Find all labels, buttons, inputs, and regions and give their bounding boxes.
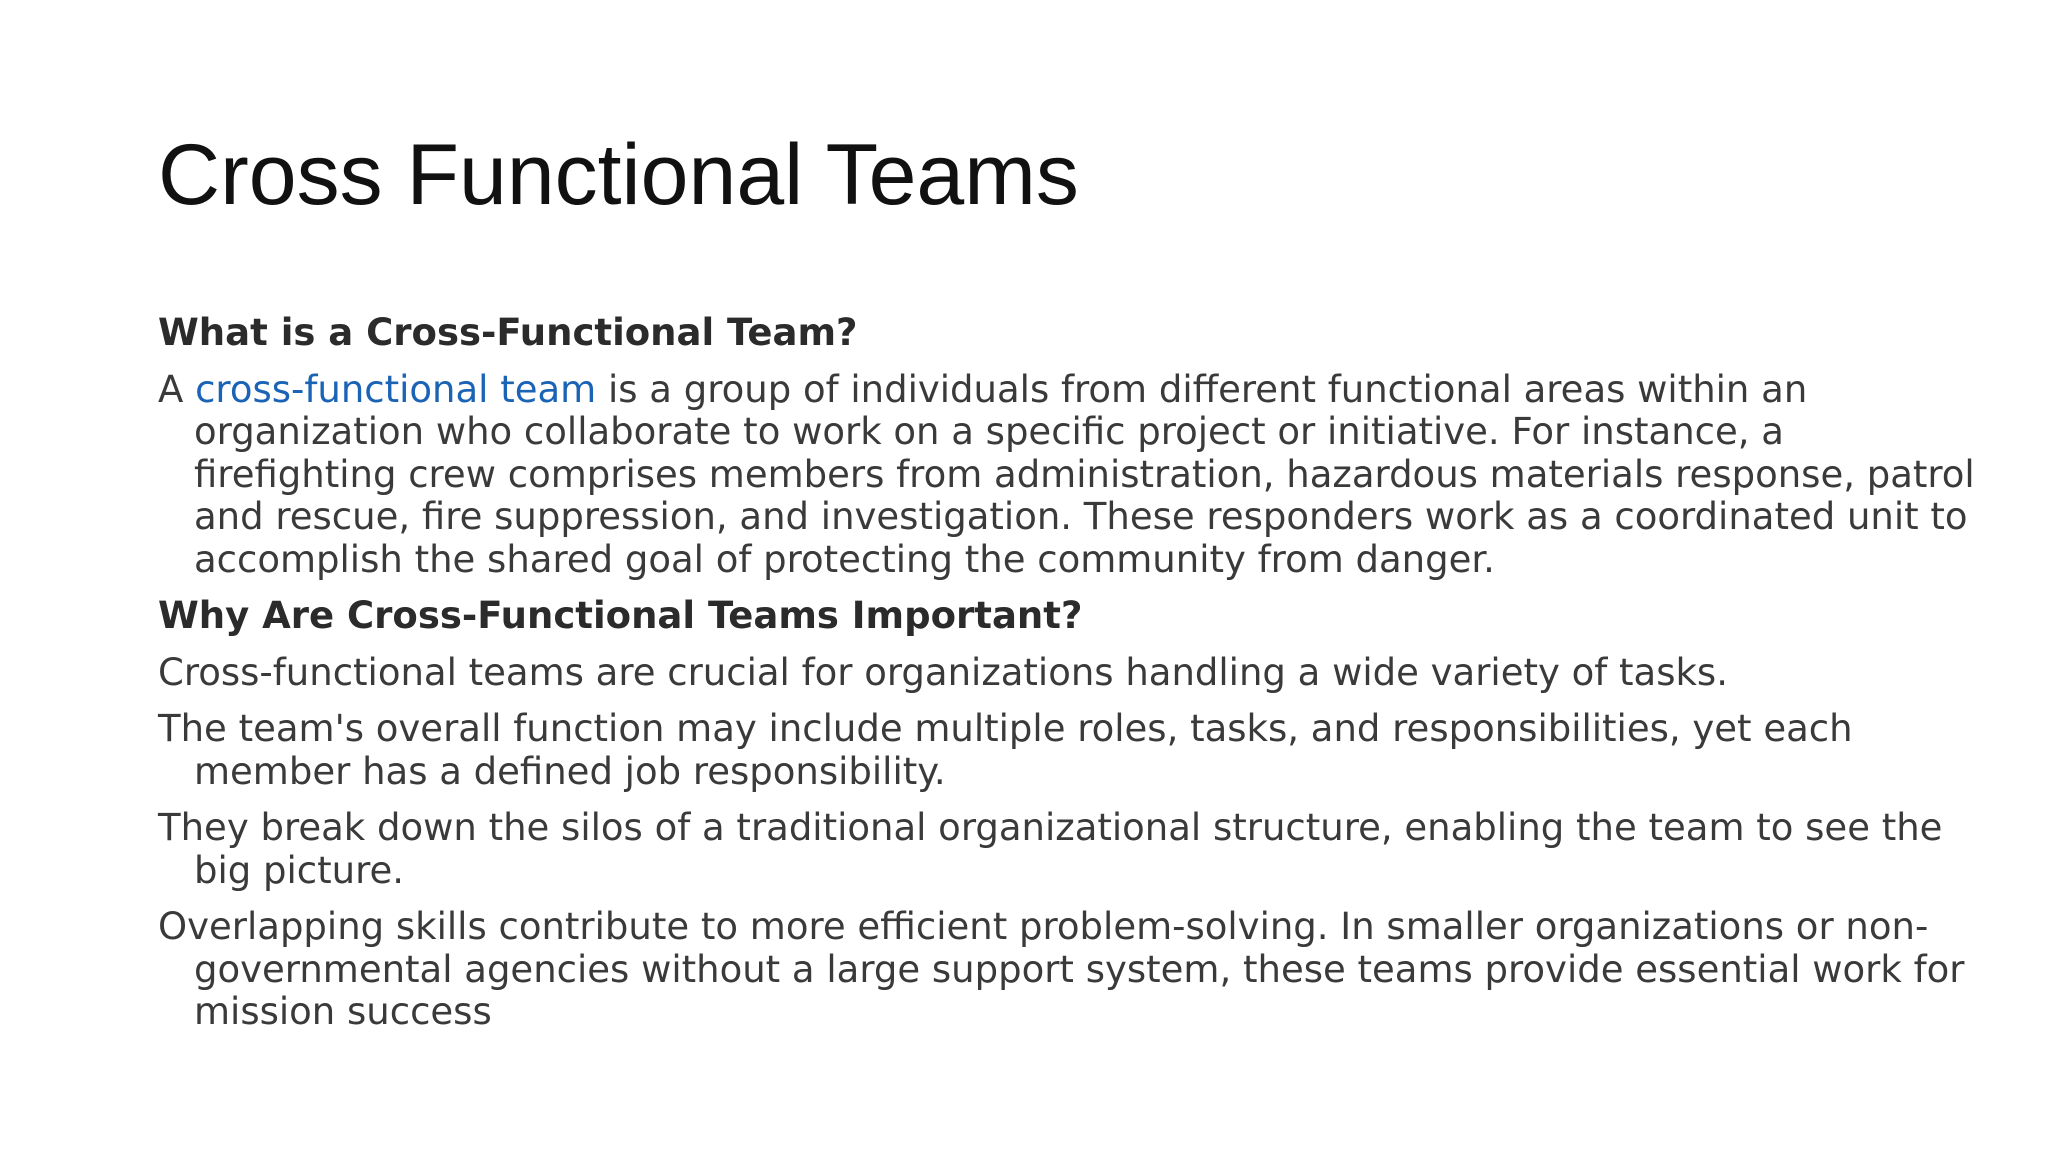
slide-title: Cross Functional Teams — [158, 127, 1079, 223]
definition-prefix: A — [158, 367, 196, 411]
importance-paragraph: The team's overall function may include multiple roles, tasks, and responsibilities, yet each member has a defined job responsibility. — [158, 707, 1853, 793]
importance-paragraph: Overlapping skills contribute to more efficient problem-solving. In smaller organizations or non-governmental agencies without a large support system, these teams provide essential work for mission success — [158, 905, 1965, 1033]
definition-paragraph — [158, 369, 1998, 582]
importance-paragraph: Cross-functional teams are crucial for organizations handling a wide variety of tasks. — [158, 650, 1728, 694]
section-heading-what: What is a Cross-Functional Team? — [158, 311, 858, 354]
cross-functional-team-link[interactable]: cross-functional team — [195, 367, 597, 411]
importance-paragraph: They break down the silos of a traditional organizational structure, enabling the team to see the big picture. — [158, 806, 1943, 892]
slide-content — [158, 312, 1998, 1048]
section-heading-why: Why Are Cross-Functional Teams Important? — [158, 594, 1083, 637]
definition-text: is a group of individuals from different functional areas within an organization who collaborate to work on a specific project or initiative. For instance, a firefighting crew comprises members from administration, hazardous materials response, patrol and rescue, fire suppression, and investigation. These responders work as a coordinated unit to accomplish the shared goal of protecting the community from danger. — [194, 367, 1975, 581]
